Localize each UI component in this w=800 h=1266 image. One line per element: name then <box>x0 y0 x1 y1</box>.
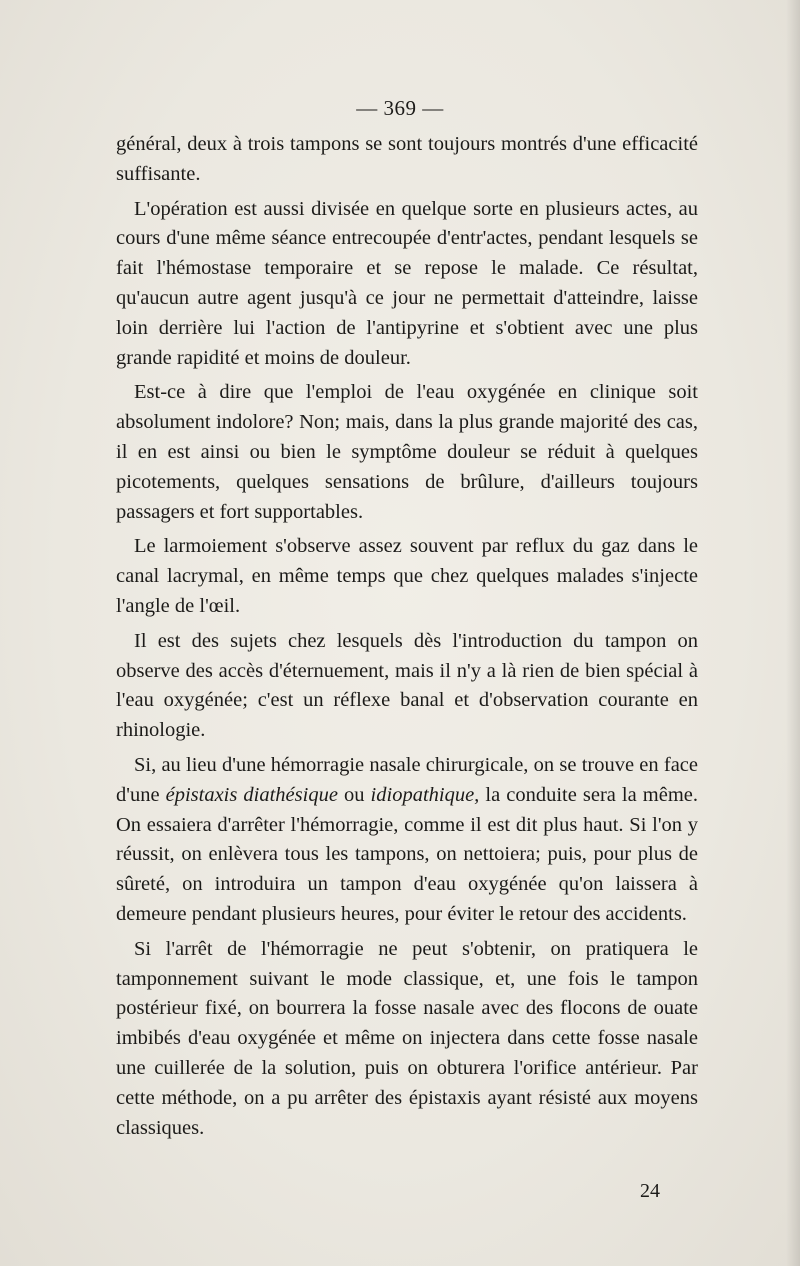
paragraph-2: L'opération est aussi divisée en quelque sorte en plusieurs actes, au cours d'une même séance entrecoupée d'entr'actes, pendant lesquels se fait l'hémostase temporaire et se repose le malade. Ce résultat, qu'aucun autre agent jusqu'à ce jour ne permettait d'atteindre, laisse loin derrière lui l'action de l'antipyrine et s'obtient avec une plus grande rapidité et moins de douleur. <box>116 197 698 369</box>
italic-term-epistaxis: épistaxis diathésique <box>165 783 338 806</box>
body-text <box>116 130 698 1148</box>
page-number: — 369 — <box>356 96 444 120</box>
paragraph-4: Le larmoiement s'observe assez souvent par reflux du gaz dans le canal lacrymal, en même temps que chez quelques malades s'injecte l'angle de l'œil. <box>116 535 698 617</box>
paragraph-6-before: Si, au lieu d'une hémorragie nasale chirurgicale, on se trouve en face d'une <box>116 753 698 806</box>
italic-term-idiopathique: idiopathique, <box>370 783 480 806</box>
paragraph-3: Est-ce à dire que l'emploi de l'eau oxygénée en clinique soit absolument indolore? Non; mais, dans la plus grande majorité des cas, il en est ainsi ou bien le symptôme douleur se réduit à quelques picotements, quelques sensations de brûlure, d'ailleurs toujours passagers et fort supportables. <box>116 381 698 523</box>
signature-mark: 24 <box>640 1180 660 1202</box>
paragraph-6-middle: ou <box>337 783 371 806</box>
paragraph-6 <box>116 751 698 930</box>
paragraph-6-after: la conduite sera la même. On essaiera d'arrêter l'hémorragie, comme il est dit plus haut. Si l'on y réussit, on enlèvera tous les tampons, on nettoiera; puis, pour plus de sûreté, on introduira un tampon d'eau oxygénée qu'on laissera à demeure pendant plusieurs heures, pour éviter le retour des accidents. <box>116 783 698 925</box>
page-edge-shadow <box>786 0 800 1266</box>
paragraph-1: général, deux à trois tampons se sont toujours montrés d'une efficacité suffisante. <box>116 133 698 185</box>
paragraph-5: Il est des sujets chez lesquels dès l'introduction du tampon on observe des accès d'éternuement, mais il n'y a là rien de bien spécial à l'eau oxygénée; c'est un réflexe banal et d'observation courante en rhinologie. <box>116 629 698 742</box>
paragraph-7: Si l'arrêt de l'hémorragie ne peut s'obtenir, on pratiquera le tamponnement suivant le mode classique, et, une fois le tampon postérieur fixé, on bourrera la fosse nasale avec des flocons de ouate imbibés d'eau oxygénée et même on injectera dans cette fosse nasale une cuillerée de la solution, puis on obturera l'orifice antérieur. Par cette méthode, on a pu arrêter des épistaxis ayant résisté aux moyens classiques. <box>116 937 698 1139</box>
